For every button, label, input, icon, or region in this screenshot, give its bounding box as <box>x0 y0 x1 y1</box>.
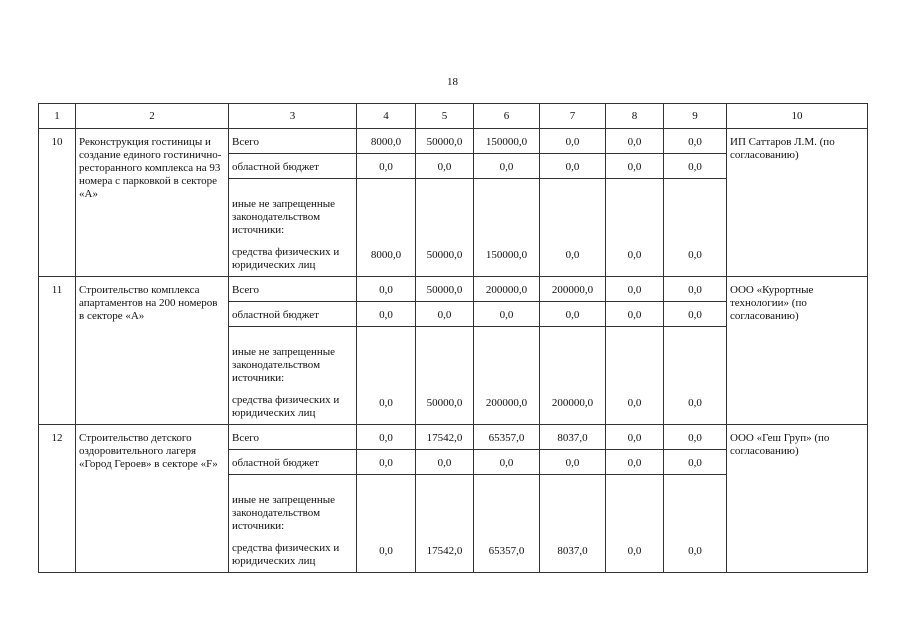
funding-value-text: 0,0 <box>688 249 702 261</box>
funding-value: 65357,0 <box>474 425 540 450</box>
funding-value <box>540 179 606 277</box>
funding-value <box>540 475 606 573</box>
project-row-total <box>39 129 868 154</box>
funding-value: 0,0 <box>357 154 416 179</box>
funding-value <box>664 327 727 425</box>
source-label-total: Всего <box>229 129 357 154</box>
column-header: 10 <box>727 104 868 129</box>
column-header: 5 <box>416 104 474 129</box>
funding-value <box>540 327 606 425</box>
funding-value-text: 50000,0 <box>426 249 463 261</box>
other-sources-label: иные не запрещенные законодательством источники: <box>232 494 336 532</box>
project-number: 10 <box>39 129 76 277</box>
individuals-label: средства физических и юридических лиц <box>232 246 340 271</box>
funding-value: 8000,0 <box>357 129 416 154</box>
column-header: 2 <box>76 104 229 129</box>
funding-value: 50000,0 <box>416 129 474 154</box>
funding-value <box>606 179 664 277</box>
funding-value: 0,0 <box>606 154 664 179</box>
funding-value <box>474 327 540 425</box>
funding-value <box>357 179 416 277</box>
funding-value <box>474 475 540 573</box>
funding-value: 0,0 <box>606 277 664 302</box>
source-label-regional-budget: областной бюджет <box>229 154 357 179</box>
funding-value: 0,0 <box>416 154 474 179</box>
funding-value: 0,0 <box>540 450 606 475</box>
column-header: 1 <box>39 104 76 129</box>
header-row <box>39 104 868 129</box>
funding-value: 0,0 <box>606 129 664 154</box>
funding-value: 0,0 <box>664 425 727 450</box>
project-name: Реконструкция гостиницы и создание единого гостинично-ресторанного комплекса на 93 номера с парковкой в секторе «А» <box>76 129 229 277</box>
funding-value-text: 0,0 <box>379 545 393 557</box>
funding-value: 0,0 <box>416 302 474 327</box>
source-label-other <box>229 327 357 425</box>
column-header: 4 <box>357 104 416 129</box>
funding-value: 0,0 <box>664 129 727 154</box>
funding-value-text: 0,0 <box>627 545 642 557</box>
funding-value <box>416 179 474 277</box>
funding-value <box>416 475 474 573</box>
funding-value-text: 0,0 <box>688 397 702 409</box>
funding-value: 0,0 <box>474 154 540 179</box>
funding-value-text: 8037,0 <box>557 545 588 557</box>
funding-value-text: 0,0 <box>565 249 580 261</box>
funding-value <box>357 327 416 425</box>
funding-value: 150000,0 <box>474 129 540 154</box>
funding-value <box>416 327 474 425</box>
funding-value-text: 17542,0 <box>426 545 463 557</box>
source-label-regional-budget: областной бюджет <box>229 302 357 327</box>
funding-value <box>606 475 664 573</box>
funding-value: 0,0 <box>474 302 540 327</box>
funding-value: 0,0 <box>416 450 474 475</box>
column-header: 8 <box>606 104 664 129</box>
funding-value-text: 150000,0 <box>485 249 528 261</box>
other-sources-label: иные не запрещенные законодательством источники: <box>232 198 336 236</box>
individuals-label: средства физических и юридических лиц <box>232 394 340 419</box>
project-executor: ООО «Курортные технологии» (по согласованию) <box>727 277 868 425</box>
funding-value: 0,0 <box>357 450 416 475</box>
funding-value-text: 0,0 <box>627 397 642 409</box>
funding-value-text: 50000,0 <box>426 397 463 409</box>
funding-value: 0,0 <box>474 450 540 475</box>
program-table <box>38 103 868 573</box>
funding-value-text: 65357,0 <box>488 545 525 557</box>
column-header: 7 <box>540 104 606 129</box>
funding-value: 0,0 <box>540 154 606 179</box>
column-header: 6 <box>474 104 540 129</box>
funding-value <box>474 179 540 277</box>
funding-value: 0,0 <box>357 277 416 302</box>
funding-value <box>664 475 727 573</box>
project-name: Строительство детского оздоровительного лагеря «Город Героев» в секторе «F» <box>76 425 229 573</box>
project-number: 11 <box>39 277 76 425</box>
funding-value <box>664 179 727 277</box>
funding-value-text: 200000,0 <box>485 397 528 409</box>
funding-value <box>606 327 664 425</box>
funding-value: 0,0 <box>540 302 606 327</box>
funding-value: 0,0 <box>357 302 416 327</box>
column-header: 9 <box>664 104 727 129</box>
funding-value: 0,0 <box>606 425 664 450</box>
individuals-label: средства физических и юридических лиц <box>232 542 340 567</box>
funding-value-text: 0,0 <box>379 397 393 409</box>
funding-value: 0,0 <box>664 302 727 327</box>
source-label-total: Всего <box>229 277 357 302</box>
funding-value: 0,0 <box>357 425 416 450</box>
source-label-other <box>229 475 357 573</box>
funding-value: 8037,0 <box>540 425 606 450</box>
funding-value: 0,0 <box>664 154 727 179</box>
project-row-total <box>39 277 868 302</box>
funding-value: 0,0 <box>606 450 664 475</box>
column-header: 3 <box>229 104 357 129</box>
project-number: 12 <box>39 425 76 573</box>
funding-value: 50000,0 <box>416 277 474 302</box>
source-label-other <box>229 179 357 277</box>
funding-value: 0,0 <box>540 129 606 154</box>
funding-value: 200000,0 <box>474 277 540 302</box>
other-sources-label: иные не запрещенные законодательством источники: <box>232 346 336 384</box>
page-number: 18 <box>447 76 458 88</box>
funding-value-text: 8000,0 <box>370 249 402 261</box>
funding-value-text: 0,0 <box>627 249 642 261</box>
funding-value: 0,0 <box>664 277 727 302</box>
source-label-regional-budget: областной бюджет <box>229 450 357 475</box>
funding-value <box>357 475 416 573</box>
funding-value-text: 200000,0 <box>551 397 594 409</box>
funding-value: 0,0 <box>664 450 727 475</box>
project-executor: ООО «Геш Груп» (по согласованию) <box>727 425 868 573</box>
funding-value: 0,0 <box>606 302 664 327</box>
funding-value: 200000,0 <box>540 277 606 302</box>
source-label-total: Всего <box>229 425 357 450</box>
project-row-total <box>39 425 868 450</box>
funding-value: 17542,0 <box>416 425 474 450</box>
project-name: Строительство комплекса апартаментов на 200 номеров в секторе «А» <box>76 277 229 425</box>
project-executor: ИП Саттаров Л.М. (по согласованию) <box>727 129 868 277</box>
funding-value-text: 0,0 <box>688 545 702 557</box>
